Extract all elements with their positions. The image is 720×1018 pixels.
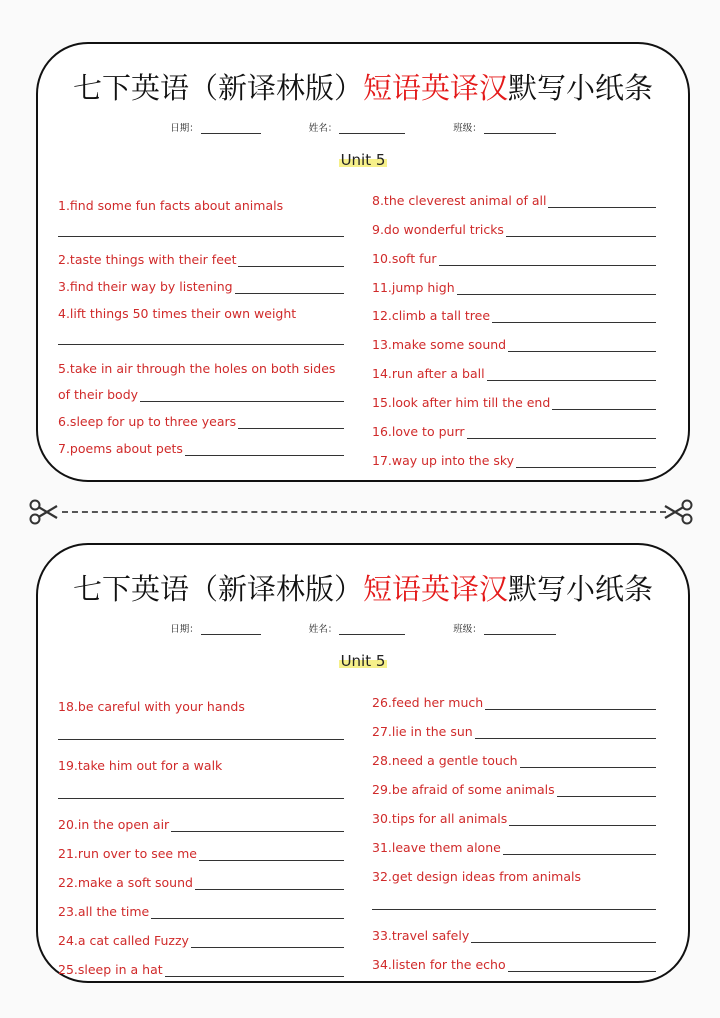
left-column <box>58 186 344 456</box>
phrase-item <box>58 186 344 213</box>
answer-blank[interactable] <box>58 773 344 799</box>
phrase-text: 2.taste things with their feet <box>58 252 237 268</box>
class-field <box>453 621 556 635</box>
title-part-red: 短语英译汉 <box>362 572 508 606</box>
phrase-item <box>58 429 344 456</box>
dictation-card-1 <box>36 42 690 482</box>
phrase-text: 10.soft fur <box>372 250 437 266</box>
phrase-text: 5.take in air through the holes on both sides <box>58 360 336 376</box>
phrase-text: 19.take him out for a walk <box>58 758 223 773</box>
scissors-icon <box>664 499 694 525</box>
name-label: 姓名： <box>308 123 338 134</box>
unit-heading <box>38 651 688 670</box>
date-label: 日期： <box>170 624 199 635</box>
right-column <box>372 179 656 468</box>
answer-blank[interactable] <box>509 813 656 826</box>
phrase-text: 30.tips for all animals <box>372 811 508 826</box>
date-blank[interactable] <box>201 123 261 134</box>
title-part-red: 短语英译汉 <box>362 71 508 105</box>
phrase-item <box>58 402 344 429</box>
answer-blank[interactable] <box>195 877 344 890</box>
class-label: 班级： <box>453 123 482 134</box>
date-field <box>170 120 261 134</box>
phrase-text: 16.love to purr <box>372 424 465 440</box>
left-column <box>58 685 344 977</box>
answer-blank[interactable] <box>439 253 656 266</box>
unit-label: Unit 5 <box>340 151 386 169</box>
answer-blank[interactable] <box>503 842 656 855</box>
phrase-item <box>58 832 344 861</box>
phrase-text: 8.the cleverest animal of all <box>372 192 547 208</box>
card-title <box>38 66 688 107</box>
phrase-item <box>58 241 344 268</box>
name-label: 姓名： <box>308 624 338 635</box>
answer-blank[interactable] <box>508 339 656 352</box>
answer-blank[interactable] <box>471 930 656 943</box>
name-field <box>309 621 406 635</box>
answer-blank[interactable] <box>508 959 656 972</box>
phrase-text: 33.travel safely <box>372 928 470 943</box>
answer-blank[interactable] <box>171 819 344 832</box>
phrase-item <box>372 943 656 972</box>
phrase-item <box>372 768 656 797</box>
phrase-item <box>58 919 344 948</box>
phrase-item <box>58 890 344 919</box>
answer-blank[interactable] <box>58 321 344 345</box>
name-field <box>309 120 406 134</box>
phrase-item <box>372 826 656 855</box>
phrase-text: 34.listen for the echo <box>372 957 506 972</box>
answer-blank[interactable] <box>506 224 656 237</box>
phrase-item <box>372 797 656 826</box>
phrase-item <box>372 208 656 237</box>
date-field <box>170 621 261 635</box>
answer-blank[interactable] <box>548 195 656 208</box>
phrase-text: 29.be afraid of some animals <box>372 782 555 797</box>
phrase-text: 3.find their way by listening <box>58 279 233 295</box>
phrase-text: 23.all the time <box>58 904 150 919</box>
answer-blank[interactable] <box>492 310 656 323</box>
date-label: 日期： <box>170 123 199 134</box>
date-blank[interactable] <box>201 624 261 635</box>
phrase-item <box>372 739 656 768</box>
student-info-row <box>38 621 688 635</box>
phrase-item <box>58 685 344 714</box>
answer-blank[interactable] <box>520 755 656 768</box>
title-part-1: 七下英语（新译林版） <box>72 572 363 606</box>
answer-blank[interactable] <box>238 254 344 267</box>
phrase-text: 18.be careful with your hands <box>58 699 245 714</box>
class-field <box>453 120 556 134</box>
name-blank[interactable] <box>339 624 405 635</box>
phrase-item-continued <box>58 376 344 403</box>
phrase-item <box>58 267 344 294</box>
phrase-item <box>372 323 656 352</box>
answer-blank[interactable] <box>467 426 657 439</box>
phrase-item <box>58 861 344 890</box>
answer-blank[interactable] <box>191 935 344 948</box>
phrase-item <box>372 179 656 208</box>
unit-label: Unit 5 <box>340 652 386 670</box>
answer-blank[interactable] <box>457 282 656 295</box>
cut-line <box>62 511 666 513</box>
dictation-card-2 <box>36 543 690 983</box>
phrase-item <box>372 352 656 381</box>
phrase-item <box>372 295 656 324</box>
phrase-item <box>372 681 656 710</box>
class-label: 班级： <box>453 624 482 635</box>
unit-heading <box>38 150 688 169</box>
phrase-item <box>372 381 656 410</box>
title-part-2: 默写小纸条 <box>508 572 654 606</box>
phrase-text: 6.sleep for up to three years <box>58 414 237 430</box>
phrase-text: 14.run after a ball <box>372 366 485 382</box>
answer-blank[interactable] <box>238 416 344 429</box>
answer-blank[interactable] <box>552 397 656 410</box>
answer-blank[interactable] <box>516 455 656 468</box>
phrase-item <box>372 710 656 739</box>
answer-blank[interactable] <box>487 368 656 381</box>
right-column <box>372 681 656 972</box>
answer-blank[interactable] <box>151 906 344 919</box>
phrase-text: 1.find some fun facts about animals <box>58 197 284 213</box>
phrase-text: 22.make a soft sound <box>58 875 193 890</box>
phrase-item <box>58 803 344 832</box>
student-info-row <box>38 120 688 134</box>
answer-blank[interactable] <box>140 389 344 402</box>
title-part-1: 七下英语（新译林版） <box>72 71 363 105</box>
phrase-item <box>58 349 344 376</box>
phrase-text: 24.a cat called Fuzzy <box>58 933 189 948</box>
phrase-text: 26.feed her much <box>372 695 484 710</box>
phrase-item <box>58 744 344 773</box>
name-blank[interactable] <box>339 123 405 134</box>
phrase-text: 31.leave them alone <box>372 840 501 855</box>
answer-blank[interactable] <box>58 714 344 740</box>
phrase-item <box>372 914 656 943</box>
class-blank[interactable] <box>484 123 556 134</box>
phrase-text: 17.way up into the sky <box>372 452 515 468</box>
phrase-text: 21.run over to see me <box>58 846 197 861</box>
phrase-text: of their body <box>58 387 139 403</box>
phrase-text: 4.lift things 50 times their own weight <box>58 305 297 321</box>
phrase-text: 20.in the open air <box>58 817 170 832</box>
answer-blank[interactable] <box>165 964 344 977</box>
answer-blank[interactable] <box>235 281 344 294</box>
phrase-text: 25.sleep in a hat <box>58 962 163 977</box>
answer-blank[interactable] <box>372 884 656 910</box>
phrase-text: 9.do wonderful tricks <box>372 221 504 237</box>
card-title <box>38 567 688 608</box>
answer-blank[interactable] <box>557 784 656 797</box>
phrase-text: 11.jump high <box>372 279 455 295</box>
phrase-item <box>372 439 656 468</box>
phrase-text: 7.poems about pets <box>58 440 183 456</box>
phrase-item <box>372 855 656 884</box>
phrase-item <box>372 237 656 266</box>
phrase-text: 27.lie in the sun <box>372 724 473 739</box>
phrase-text: 32.get design ideas from animals <box>372 869 582 884</box>
phrase-text: 12.climb a tall tree <box>372 308 491 324</box>
phrase-item <box>58 948 344 977</box>
phrase-text: 13.make some sound <box>372 337 507 353</box>
phrase-text: 15.look after him till the end <box>372 395 551 411</box>
answer-blank[interactable] <box>485 697 656 710</box>
answer-blank[interactable] <box>199 848 344 861</box>
phrase-item <box>58 294 344 321</box>
phrase-text: 28.need a gentle touch <box>372 753 518 768</box>
answer-blank[interactable] <box>58 213 344 237</box>
scissors-icon <box>28 499 58 525</box>
phrase-item <box>372 266 656 295</box>
phrase-item <box>372 410 656 439</box>
title-part-2: 默写小纸条 <box>508 71 654 105</box>
class-blank[interactable] <box>484 624 556 635</box>
answer-blank[interactable] <box>475 726 656 739</box>
answer-blank[interactable] <box>185 443 344 456</box>
